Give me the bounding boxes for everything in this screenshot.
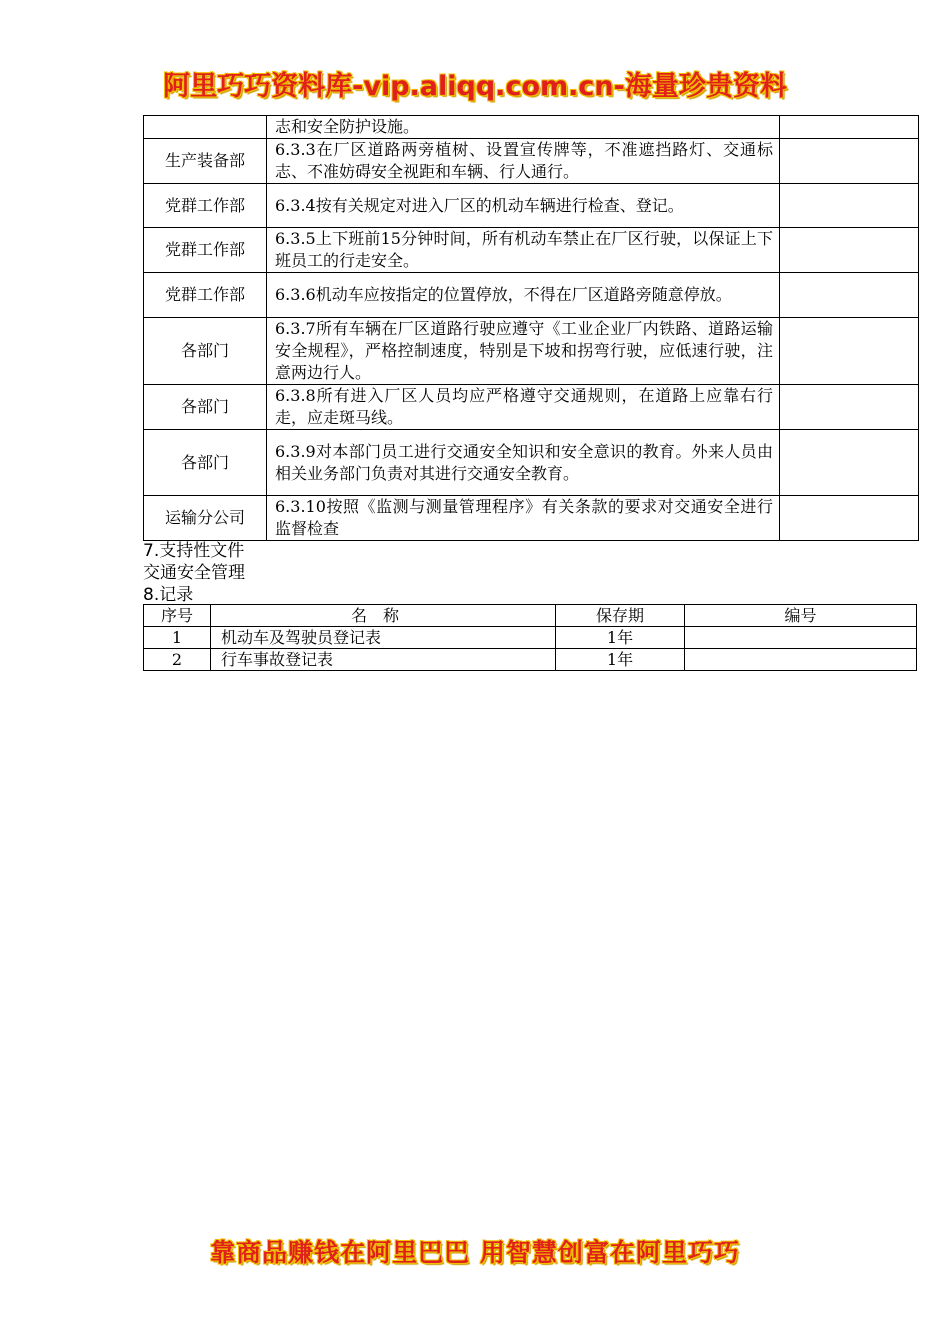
- record-name: 行车事故登记表: [211, 649, 556, 671]
- table-row: [144, 116, 919, 139]
- table-row: [144, 385, 919, 430]
- header-code: 编号: [685, 605, 917, 627]
- blank-cell: [780, 318, 919, 385]
- blank-cell: [780, 273, 919, 318]
- duty-cell: 6.3.9对本部门员工进行交通安全知识和安全意识的教育。外来人员由相关业务部门负责对其进行交通安全教育。: [267, 430, 780, 496]
- table-row: [144, 228, 919, 273]
- records-table: [143, 604, 917, 671]
- header-name: 名称: [211, 605, 556, 627]
- blank-cell: [780, 116, 919, 139]
- duty-cell: 6.3.10按照《监测与测量管理程序》有关条款的要求对交通安全进行监督检查: [267, 496, 780, 541]
- record-no: 1: [144, 627, 211, 649]
- header-no: 序号: [144, 605, 211, 627]
- duty-cell: 6.3.7所有车辆在厂区道路行驶应遵守《工业企业厂内铁路、道路运输安全规程》，严格控制速度，特别是下坡和拐弯行驶，应低速行驶，注意两边行人。: [267, 318, 780, 385]
- record-no: 2: [144, 649, 211, 671]
- record-code: [685, 627, 917, 649]
- header-period: 保存期: [556, 605, 685, 627]
- dept-cell: 党群工作部: [144, 184, 267, 228]
- table-row: [144, 184, 919, 228]
- duty-cell: 6.3.3在厂区道路两旁植树、设置宣传牌等，不准遮挡路灯、交通标志、不准妨碍安全视距和车辆、行人通行。: [267, 139, 780, 184]
- table-row: [144, 496, 919, 541]
- section-8-heading: 8.记录: [143, 585, 194, 605]
- blank-cell: [780, 385, 919, 430]
- blank-cell: [780, 430, 919, 496]
- section-7-heading: 7.支持性文件: [143, 541, 245, 561]
- dept-cell: 各部门: [144, 385, 267, 430]
- responsibility-table: [143, 115, 919, 541]
- dept-cell: [144, 116, 267, 139]
- dept-cell: 党群工作部: [144, 273, 267, 318]
- blank-cell: [780, 496, 919, 541]
- duty-cell: 6.3.5上下班前15分钟时间，所有机动车禁止在厂区行驶，以保证上下班员工的行走安全。: [267, 228, 780, 273]
- duty-cell: 志和安全防护设施。: [267, 116, 780, 139]
- table-row: [144, 318, 919, 385]
- duty-cell: 6.3.4按有关规定对进入厂区的机动车辆进行检查、登记。: [267, 184, 780, 228]
- blank-cell: [780, 184, 919, 228]
- table-row: [144, 649, 917, 671]
- table-row: [144, 273, 919, 318]
- blank-cell: [780, 228, 919, 273]
- record-name: 机动车及驾驶员登记表: [211, 627, 556, 649]
- dept-cell: 生产装备部: [144, 139, 267, 184]
- dept-cell: 党群工作部: [144, 228, 267, 273]
- section-7-content: 交通安全管理: [143, 563, 245, 583]
- table-header-row: [144, 605, 917, 627]
- record-code: [685, 649, 917, 671]
- table-row: [144, 627, 917, 649]
- blank-cell: [780, 139, 919, 184]
- duty-cell: 6.3.6机动车应按指定的位置停放，不得在厂区道路旁随意停放。: [267, 273, 780, 318]
- record-period: 1年: [556, 649, 685, 671]
- top-watermark-banner: 阿里巧巧资料库-vip.aliqq.com.cn-海量珍贵资料: [163, 71, 787, 102]
- record-period: 1年: [556, 627, 685, 649]
- dept-cell: 运输分公司: [144, 496, 267, 541]
- dept-cell: 各部门: [144, 318, 267, 385]
- table-row: [144, 430, 919, 496]
- table-row: [144, 139, 919, 184]
- bottom-watermark-banner: 靠商品赚钱在阿里巴巴 用智慧创富在阿里巧巧: [210, 1238, 740, 1267]
- dept-cell: 各部门: [144, 430, 267, 496]
- duty-cell: 6.3.8所有进入厂区人员均应严格遵守交通规则，在道路上应靠右行走，应走斑马线。: [267, 385, 780, 430]
